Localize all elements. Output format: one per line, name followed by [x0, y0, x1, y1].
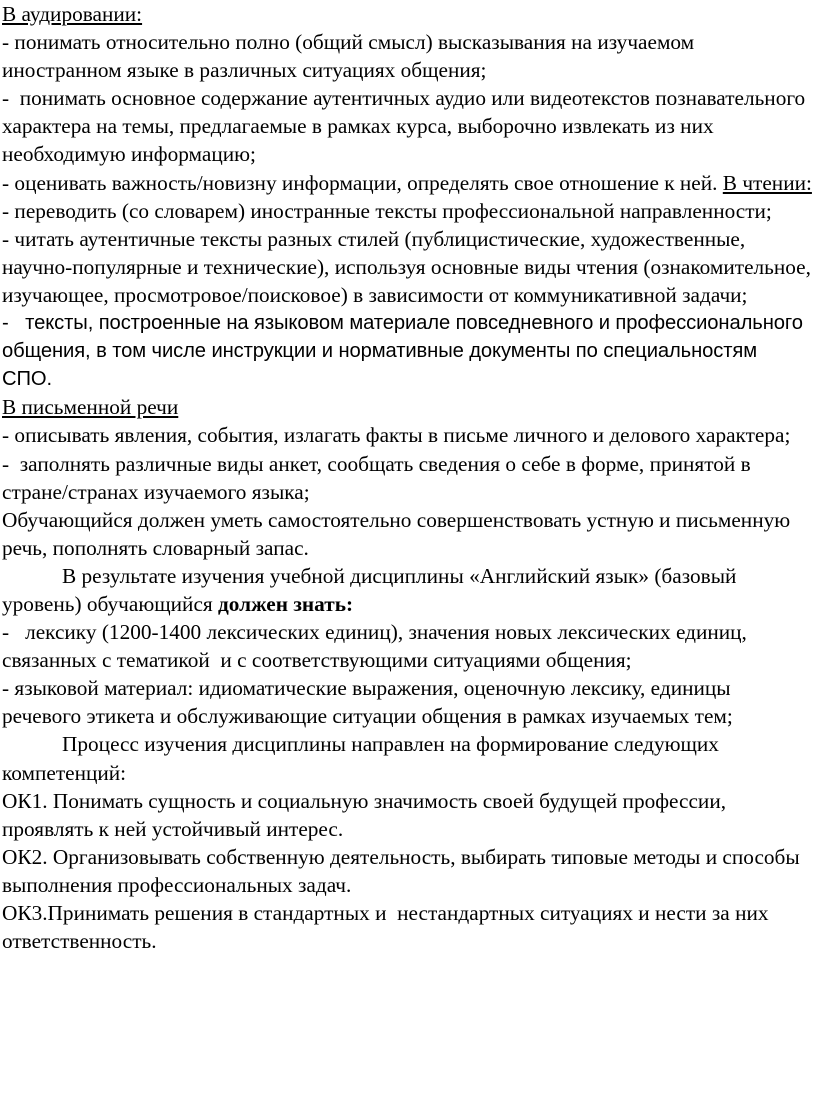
writing-item-1: - описывать явления, события, излагать факты в письме личного и делового характера; [2, 423, 791, 448]
reading-item-2: - читать аутентичные тексты разных стилей (публицистические, художественные, научно-популярные и технические), используя основные виды чтения (ознакомительное, изучающее, просмотровое/поисковое) в зависимости от коммуникативной задачи; [2, 226, 811, 307]
listening-item-3-with-reading-heading [2, 169, 812, 197]
listening-item-1: - понимать относительно полно (общий смысл) высказывания на изучаемом иностранном языке в различных ситуациях общения; [2, 30, 700, 83]
knowledge-intro-bold: должен знать: [218, 591, 354, 616]
reading-item-3 [2, 309, 812, 393]
reading-heading: В чтении: [722, 170, 812, 195]
writing-heading: В письменной речи [2, 395, 179, 420]
competency-ok2: ОК2. Организовывать собственную деятельность, выбирать типовые методы и способы выполнения профессиональных задач. [2, 844, 811, 897]
competency-ok1: ОК1. Понимать сущность и социальную значимость своей будущей профессии, проявлять к ней устойчивый интерес. [2, 788, 727, 841]
knowledge-item-2: - языковой материал: идиоматические выражения, оценочную лексику, единицы речевого этикета и обслуживающие ситуации общения в рамках изучаемых тем; [2, 676, 733, 729]
knowledge-intro-text: В результате изучения учебной дисциплины «Английский язык» (базовый уровень) обучающийся [2, 563, 737, 616]
writing-item-3: Обучающийся должен уметь самостоятельно совершенствовать устную и письменную речь, пополнять словарный запас. [2, 507, 791, 560]
reading-item-1: - переводить (со словарем) иностранные тексты профессиональной направленности; [2, 198, 772, 223]
competency-ok3: ОК3.Принимать решения в стандартных и нестандартных ситуациях и нести за них ответственность. [2, 901, 774, 954]
reading-item-3-dash: - [2, 312, 26, 335]
knowledge-item-1: - лексику (1200-1400 лексических единиц), значения новых лексических единиц, связанных с тематикой и с соответствующими ситуациями общения; [2, 620, 753, 673]
listening-heading: В аудировании: [2, 2, 143, 26]
competencies-intro: Процесс изучения дисциплины направлен на формирование следующих компетенций: [2, 732, 719, 785]
writing-item-2: - заполнять различные виды анкет, сообщать сведения о себе в форме, принятой в стране/странах изучаемого языка; [2, 451, 756, 504]
reading-item-3-text: тексты, построенные на языковом материале повседневного и профессионального общения, в том числе инструкции и нормативные документы по специальностям СПО. [2, 312, 803, 391]
listening-item-2: - понимать основное содержание аутентичных аудио или видеотекстов познавательного характера на темы, предлагаемые в рамках курса, выборочно извлекать из них необходимую информацию; [2, 86, 811, 167]
listening-item-3: - оценивать важность/новизну информации, определять свое отношение к ней. [2, 170, 718, 195]
knowledge-intro [2, 562, 812, 618]
